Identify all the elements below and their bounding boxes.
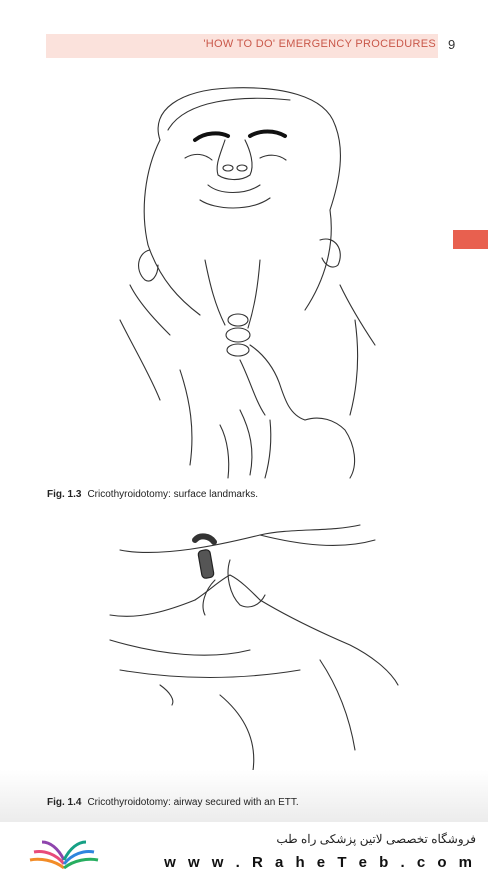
store-name: فروشگاه تخصصی لاتین پزشکی راه طب [276, 832, 476, 846]
figure-1-3-illustration [90, 70, 390, 480]
figure-label: Fig. 1.3 [47, 489, 82, 500]
watermark-footer [0, 822, 488, 878]
chapter-tab [453, 230, 488, 249]
figure-1-3-caption [47, 489, 258, 500]
open-book-icon [26, 830, 102, 872]
figure-1-4-illustration [100, 520, 400, 790]
running-header: 'HOW TO DO' EMERGENCY PROCEDURES [203, 38, 436, 50]
page-shadow [0, 770, 488, 822]
page-number: 9 [448, 37, 456, 52]
figure-label: Fig. 1.4 [47, 797, 82, 808]
figure-1-4-caption [47, 797, 299, 808]
caption-text: Cricothyroidotomy: surface landmarks. [87, 489, 259, 500]
caption-text: Cricothyroidotomy: airway secured with an ETT. [87, 797, 299, 808]
store-url: w w w . R a h e T e b . c o m [164, 854, 476, 871]
